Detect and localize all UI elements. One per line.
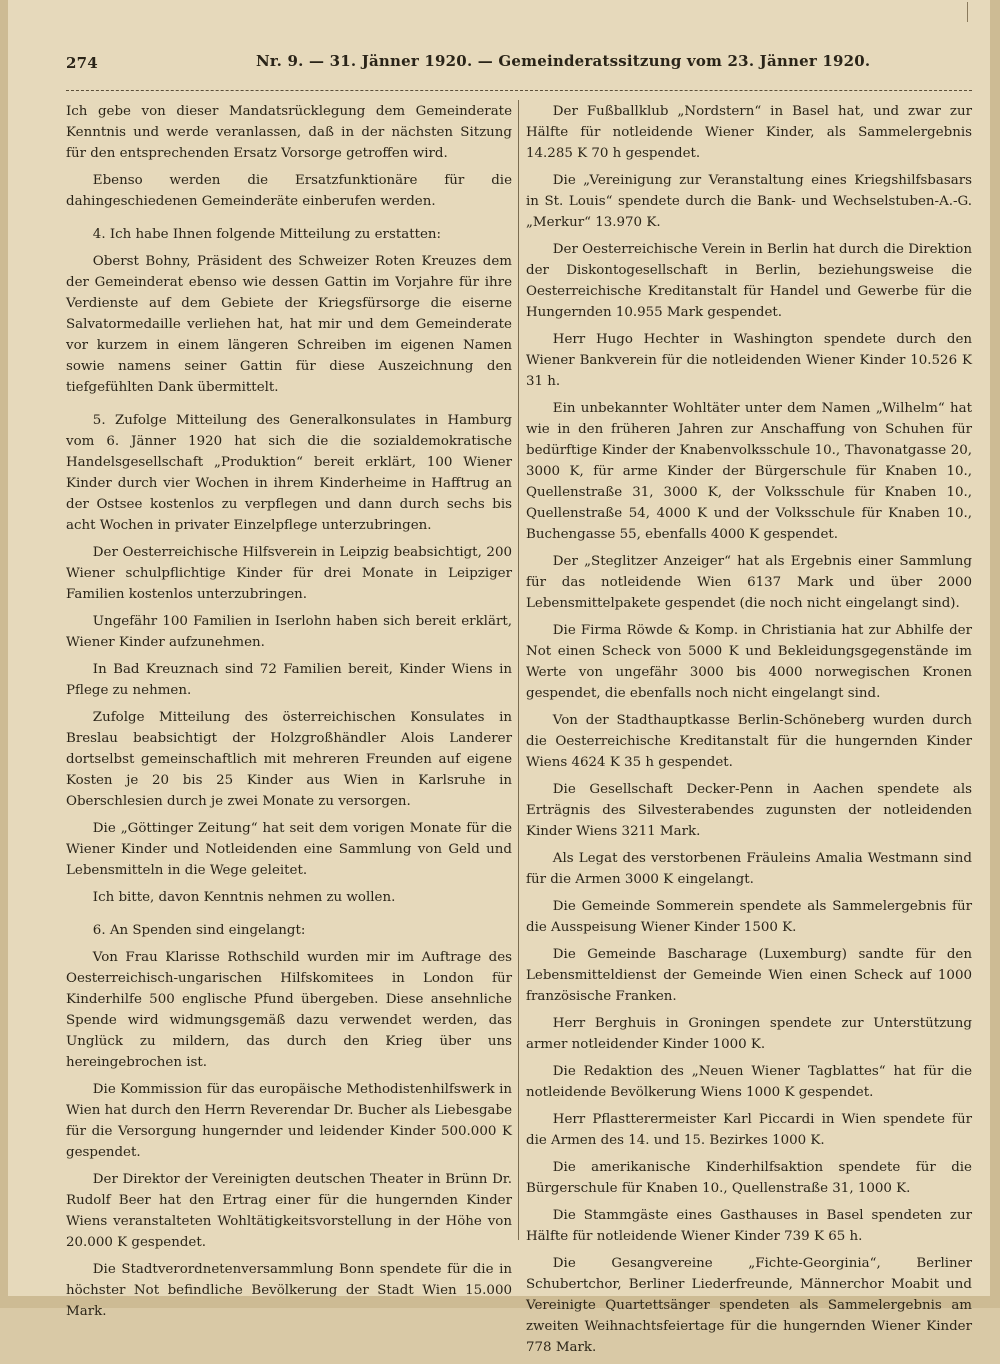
paragraph: Als Legat des verstorbenen Fräuleins Amalia Westmann sind für die Armen 3000 K eingelangt. (526, 851, 972, 887)
paragraph: Die Stadtverordnetenversammlung Bonn spendete für die in höchster Not befindliche Bevölkerung der Stadt Wien 15.000 Mark. (66, 1262, 512, 1319)
paragraph: Oberst Bohny, Präsident des Schweizer Roten Kreuzes dem der Gemeinderat ebenso wie dessen Gattin im Vorjahre für ihre Verdienste auf dem Gebiete der Kriegsfürsorge die eiserne Salvatormedaille verliehen hat, hat mir und dem Gemeinderate vor kurzem in einem längeren Schreiben im eigenen Namen sowie namens seiner Gattin für diese Auszeichnung den tiefgefühlten Dank übermittelt. (66, 254, 512, 395)
paragraph: Die amerikanische Kinderhilfsaktion spendete für die Bürgerschule für Knaben 10., Quellenstraße 31, 1000 K. (526, 1160, 972, 1196)
section-heading: 6. An Spenden sind eingelangt: (92, 923, 306, 938)
paragraph: Herr Berghuis in Groningen spendete zur Unterstützung armer notleidender Kinder 1000 K. (526, 1016, 972, 1052)
page-edge-mark (967, 2, 968, 22)
paragraph: Herr Pflastterermeister Karl Piccardi in Wien spendete für die Armen des 14. und 15. Bezirkes 1000 K. (526, 1112, 972, 1148)
paragraph: Der „Steglitzer Anzeiger“ hat als Ergebnis einer Sammlung für das notleidende Wien 6137 Mark und über 2000 Lebensmittelpakete gespendet (die noch nicht eingelangt sind). (526, 554, 972, 611)
section-paragraph: 5. Zufolge Mitteilung des Generalkonsulates in Hamburg vom 6. Jänner 1920 hat sich die die sozialdemokratische Handelsgesellschaft „Produktion“ bereit erklärt, 100 Wiener Kinder durch vier Wochen in ihrem Kinderheime in Hafftrug an der Ostsee kostenlos zu verpflegen und dann durch sechs bis acht Wochen in privater Einzelpflege unterzubringen. (66, 413, 512, 533)
paragraph: Die Gemeinde Sommerein spendete als Sammelergebnis für die Ausspeisung Wiener Kinder 1500 K. (526, 899, 972, 935)
paragraph: Ebenso werden die Ersatzfunktionäre für die dahingeschiedenen Gemeinderäte einberufen werden. (66, 173, 512, 209)
paragraph: Zufolge Mitteilung des österreichischen Konsulates in Breslau beabsichtigt der Holzgroßhändler Alois Landerer dortselbst gemeinschaftlich mit mehreren Freunden auf eigene Kosten je 20 bis 25 Kinder aus Wien in Karlsruhe in Oberschlesien durch je zwei Monate zu versorgen. (66, 710, 512, 809)
paragraph: Der Oesterreichische Hilfsverein in Leipzig beabsichtigt, 200 Wiener schulpflichtige Kinder für drei Monate in Leipziger Familien kostenlos unterzubringen. (66, 545, 512, 602)
paragraph: Die Stammgäste eines Gasthauses in Basel spendeten zur Hälfte für notleidende Wiener Kinder 739 K 65 h. (526, 1208, 972, 1244)
paragraph: Der Oesterreichische Verein in Berlin hat durch die Direktion der Diskontogesellschaft in Berlin, beziehungsweise die Oesterreichische Kreditanstalt für Handel und Gewerbe für die Hungernden 10.955 Mark gespendet. (526, 242, 972, 320)
paragraph: In Bad Kreuznach sind 72 Familien bereit, Kinder Wiens in Pflege zu nehmen. (66, 662, 512, 698)
page-header (66, 50, 946, 76)
page-number: 274 (66, 54, 98, 72)
paragraph: Von der Stadthauptkasse Berlin-Schöneberg wurden durch die Oesterreichische Kreditanstalt für die hungernden Kinder Wiens 4624 K 35 h gespendet. (526, 713, 972, 770)
section-heading: 4. Ich habe Ihnen folgende Mitteilung zu erstatten: (92, 227, 442, 242)
header-rule (66, 90, 972, 91)
paragraph: Die Kommission für das europäische Methodistenhilfswerk in Wien hat durch den Herrn Reverendar Dr. Bucher als Liebesgabe für die Versorgung hungernder und leidender Kinder 500.000 K gespendet. (66, 1082, 512, 1160)
paragraph: Ein unbekannter Wohltäter unter dem Namen „Wilhelm“ hat wie in den früheren Jahren zur Anschaffung von Schuhen für bedürftige Kinder der Knabenvolksschule 10., Thavonatgasse 20, 3000 K, für arme Kinder der Bürgerschule für Knaben 10., Quellenstraße 31, 3000 K, der Volksschule für Knaben 10., Quellenstraße 54, 4000 K und der Volksschule für Knaben 10., Buchengasse 55, ebenfalls 4000 K gespendet. (526, 401, 972, 542)
paragraph: Ungefähr 100 Familien in Iserlohn haben sich bereit erklärt, Wiener Kinder aufzunehmen. (66, 614, 512, 650)
paragraph: Von Frau Klarisse Rothschild wurden mir im Auftrage des Oesterreichisch-ungarischen Hilfskomitees in London für Kinderhilfe 500 englische Pfund übergeben. Diese ansehnliche Spende wird widmungsgemäß dazu verwendet werden, das Unglück zu mildern, das durch den Krieg über uns hereingebrochen ist. (66, 950, 512, 1070)
paragraph: Der Direktor der Vereinigten deutschen Theater in Brünn Dr. Rudolf Beer hat den Ertrag einer für die hungernden Kinder Wiens veranstalteten Wohltätigkeitsvorstellung in der Höhe von 20.000 K gespendet. (66, 1172, 512, 1250)
paragraph: Ich bitte, davon Kenntnis nehmen zu wollen. (92, 890, 396, 905)
paragraph: Die Firma Röwde & Komp. in Christiania hat zur Abhilfe der Not einen Scheck von 5000 K und Bekleidungsgegenstände im Werte von ungefähr 3000 bis 4000 norwegischen Kronen gespendet, die ebenfalls noch nicht eingelangt sind. (526, 623, 972, 701)
paragraph: Ich gebe von dieser Mandatsrücklegung dem Gemeinderate Kenntnis und werde veranlassen, daß in der nächsten Sitzung für den entsprechenden Ersatz Vorsorge getroffen wird. (66, 104, 512, 161)
paragraph: Die Redaktion des „Neuen Wiener Tagblattes“ hat für die notleidende Bevölkerung Wiens 1000 K gespendet. (526, 1064, 972, 1100)
paragraph: Der Fußballklub „Nordstern“ in Basel hat, und zwar zur Hälfte für notleidende Wiener Kinder, als Sammelergebnis 14.285 K 70 h gespendet. (526, 104, 972, 161)
paragraph: Die Gemeinde Bascharage (Luxemburg) sandte für den Lebensmitteldienst der Gemeinde Wien einen Scheck auf 1000 französische Franken. (526, 947, 972, 1004)
column-divider (518, 100, 519, 1240)
paragraph: Die Gesangvereine „Fichte-Georginia“, Berliner Schubertchor, Berliner Liederfreunde, Männerchor Moabit und Vereinigte Quartettsänger spendeten als Sammelergebnis am zweiten Weihnachtsfeiertage für die hungernden Wiener Kinder 778 Mark. (526, 1256, 972, 1355)
paragraph: Die „Göttinger Zeitung“ hat seit dem vorigen Monate für die Wiener Kinder und Notleidenden eine Sammlung von Geld und Lebensmitteln in die Wege geleitet. (66, 821, 512, 878)
left-column (66, 101, 512, 1328)
paragraph: Herr Hugo Hechter in Washington spendete durch den Wiener Bankverein für die notleidenden Wiener Kinder 10.526 K 31 h. (526, 332, 972, 389)
right-column (526, 101, 972, 1364)
paragraph: Die „Vereinigung zur Veranstaltung eines Kriegshilfsbasars in St. Louis“ spendete durch die Bank- und Wechselstuben-A.-G. „Merkur“ 13.970 K. (526, 173, 972, 230)
paragraph: Die Gesellschaft Decker-Penn in Aachen spendete als Erträgnis des Silvesterabendes zugunsten der notleidenden Kinder Wiens 3211 Mark. (526, 782, 972, 839)
running-title: Nr. 9. — 31. Jänner 1920. — Gemeinderatssitzung vom 23. Jänner 1920. (256, 52, 871, 70)
